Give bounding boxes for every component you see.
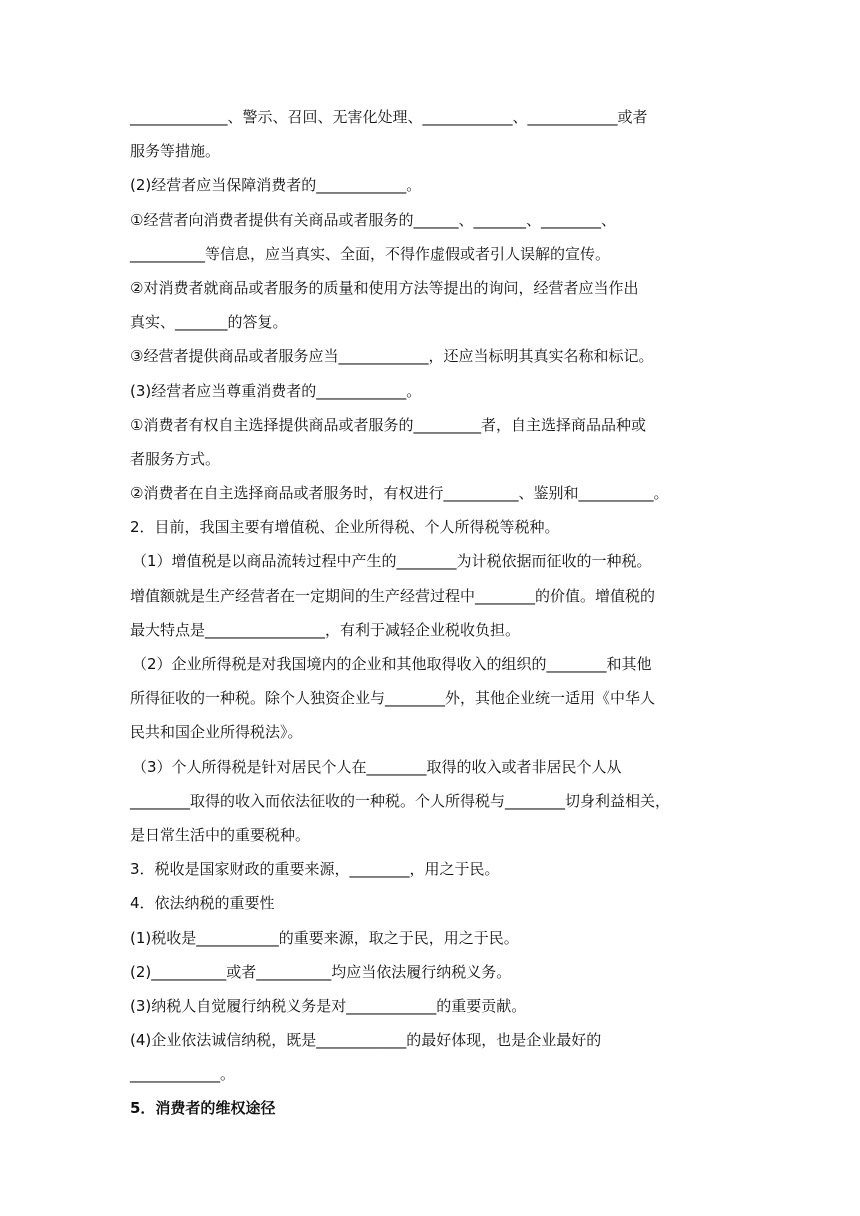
text-line: ②对消费者就商品或者服务的质量和使用方法等提出的询问，经营者应当作出 — [130, 278, 639, 297]
text-line: (3)纳税人自觉履行纳税义务是对____________的重要贡献。 — [130, 996, 527, 1015]
text-line: (3)经营者应当尊重消费者的____________。 — [130, 381, 422, 400]
text-line: 所得征收的一种税。除个人独资企业与________外，其他企业统一适用《中华人 — [130, 689, 656, 708]
text-line: (4)企业依法诚信纳税，既是____________的最好体现，也是企业最好的 — [130, 1031, 602, 1050]
text-line: ____________。 — [130, 1065, 236, 1084]
document-body — [130, 100, 740, 1126]
text-line: （2）企业所得税是对我国境内的企业和其他取得收入的组织的________和其他 — [132, 655, 652, 673]
text-line: 增值额就是生产经营者在一定期间的生产经营过程中________的价值。增值税的 — [130, 586, 656, 605]
text-line: ②消费者在自主选择商品或者服务时，有权进行__________、鉴别和__________。 — [130, 484, 669, 503]
text-line: ①消费者有权自主选择提供商品或者服务的_________者，自主选择商品品种或 — [130, 415, 646, 434]
text-line: 服务等措施。 — [130, 142, 221, 161]
section-heading: 5．消费者的维权途径 — [130, 1099, 276, 1118]
text-line: 者服务方式。 — [130, 449, 221, 468]
text-line: （3）个人所得税是针对居民个人在________取得的收入或者非居民个人从 — [132, 757, 622, 776]
text-line: 最大特点是________________，有利于减轻企业税收负担。 — [130, 620, 521, 639]
text-line: 3．税收是国家财政的重要来源，________，用之于民。 — [130, 860, 500, 879]
text-line: (2)经营者应当保障消费者的____________。 — [130, 176, 422, 195]
text-line: ________取得的收入而依法征收的一种税。个人所得税与________切身利益相关， — [130, 791, 671, 810]
text-line: 4．依法纳税的重要性 — [130, 894, 275, 913]
text-line: 2．目前，我国主要有增值税、企业所得税、个人所得税等税种。 — [130, 518, 560, 537]
text-line: (2)__________或者__________均应当依法履行纳税义务。 — [130, 962, 512, 981]
text-line: _____________、警示、召回、无害化处理、____________、____________或者 — [130, 108, 648, 126]
text-line: 真实、_______的答复。 — [130, 313, 288, 332]
text-line: (1)税收是___________的重要来源，取之于民，用之于民。 — [130, 928, 519, 947]
text-line: 民共和国企业所得税法》。 — [130, 723, 303, 742]
text-line: ①经营者向消费者提供有关商品或者服务的______、_______、________、 — [130, 210, 616, 229]
text-line: __________等信息，应当真实、全面，不得作虚假或者引人误解的宣传。 — [130, 244, 611, 263]
text-line: ③经营者提供商品或者服务应当____________，还应当标明其真实名称和标记。 — [130, 347, 654, 366]
text-line: （1）增值税是以商品流转过程中产生的________为计税依据而征收的一种税。 — [132, 552, 652, 571]
text-line: 是日常生活中的重要税种。 — [130, 825, 311, 844]
